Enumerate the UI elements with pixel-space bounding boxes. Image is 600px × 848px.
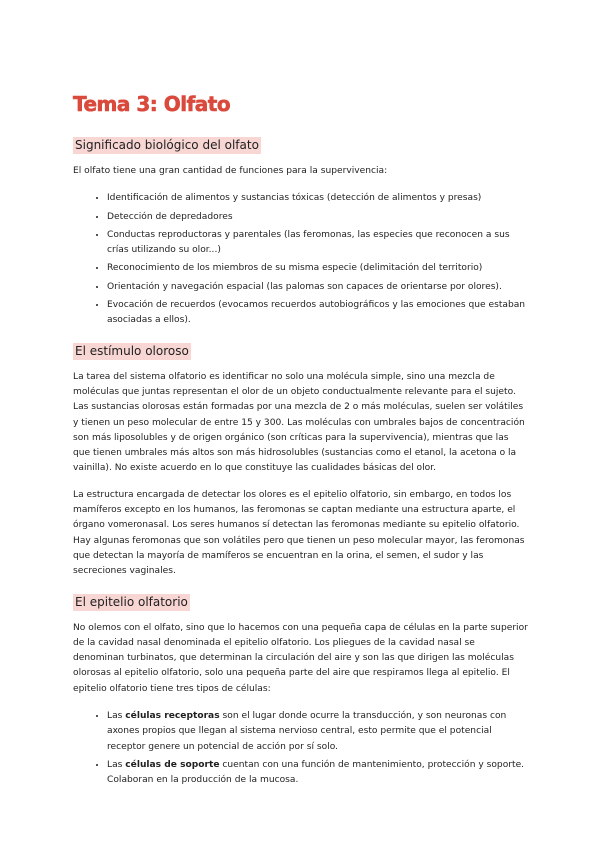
section3-paragraph-1: No olemos con el olfato, sino que lo hacemos con una pequeña capa de células en la parte superior de la cavidad nasal denominada el epitelio olfatorio. Los pliegues de la cavidad nasal se denominan turbinatos, que determinan la circulación del aire y son las que dirigen las moléculas olorosas al epitelio olfatorio, solo una pequeña parte del aire que respiramos llega al epitelio. El epitelio olfatorio tiene tres tipos de células:: [73, 622, 528, 694]
list-item: [107, 757, 528, 789]
list-item: • Reconocimiento de los miembros de su misma especie (delimitación del territorio): [107, 260, 528, 276]
section-heading-significado: Significado biológico del olfato: [75, 138, 259, 152]
list-item: [107, 708, 528, 755]
section2-paragraph-2: La estructura encargada de detectar los olores es el epitelio olfatorio, sin embargo, en todos los mamíferos excepto en los humanos, las feromonas se captan mediante una estructura aparte, el órgano vomeronasal. Los seres humanos sí detectan las feromonas mediante su epitelio olfatorio. Hay algunas feromonas que son volátiles pero que tienen un peso molecular mayor, las feromonas que detectan la mayoría de mamíferos se encuentran en la orina, el semen, el sudor y las secreciones vaginales.: [73, 489, 525, 577]
list-item: • Detección de depredadores: [107, 209, 528, 225]
section1-intro: El olfato tiene una gran cantidad de funciones para la supervivencia:: [73, 166, 388, 176]
bullet-text: cuentan con una función de mantenimiento, protección y soporte. Colaboran en la producción de la mucosa.: [107, 759, 525, 786]
bold-term: células de soporte: [125, 759, 220, 770]
bullet-prefix: Las: [107, 711, 126, 722]
list-item: • Identificación de alimentos y sustancias tóxicas (detección de alimentos y presas): [107, 190, 528, 206]
bullet-text: son el lugar donde ocurre la transducción, y son neuronas con axones propios que llegan al sistema nervioso central, esto permite que el potencial receptor genere un potencial de acción por sí solo.: [107, 711, 507, 752]
bold-term: células receptoras: [125, 711, 220, 722]
list-item: • Conductas reproductoras y parentales (las feromonas, las especies que reconocen a sus crías utilizando su olor...): [107, 227, 528, 259]
functions-list: [73, 190, 528, 328]
section-heading-estimulo: El estímulo oloroso: [75, 343, 189, 358]
bullet-prefix: Las: [107, 759, 126, 770]
document-content: [73, 92, 528, 800]
section-heading-epitelio: El epitelio olfatorio: [75, 594, 188, 609]
section2-paragraph-1: La tarea del sistema olfatorio es identificar no solo una molécula simple, sino una mezcla de moléculas que juntas representan el olor de un objeto conductualmente relevante para el sujeto. Las sustancias olorosas están formadas por una mezcla de 2 o más moléculas, suelen ser volátiles y tienen un peso molecular de entre 15 y 300. Las moléculas con umbrales bajos de concentración son más liposolubles y de origen orgánico (son críticas para la supervivencia), mientras que las que tienen umbrales más altos son más hidrosolubles (sustancias como el etanol, la acetona o la vainilla). No existe acuerdo en lo que constituye las cualidades básicas del olor.: [73, 371, 525, 474]
list-item: • Orientación y navegación espacial (las palomas son capaces de orientarse por olores).: [107, 279, 528, 295]
list-item: • Evocación de recuerdos (evocamos recuerdos autobiográficos y las emociones que estaban asociadas a ellos).: [107, 297, 528, 329]
page-title: Tema 3: Olfato: [73, 92, 231, 116]
cell-types-list: [73, 708, 528, 788]
